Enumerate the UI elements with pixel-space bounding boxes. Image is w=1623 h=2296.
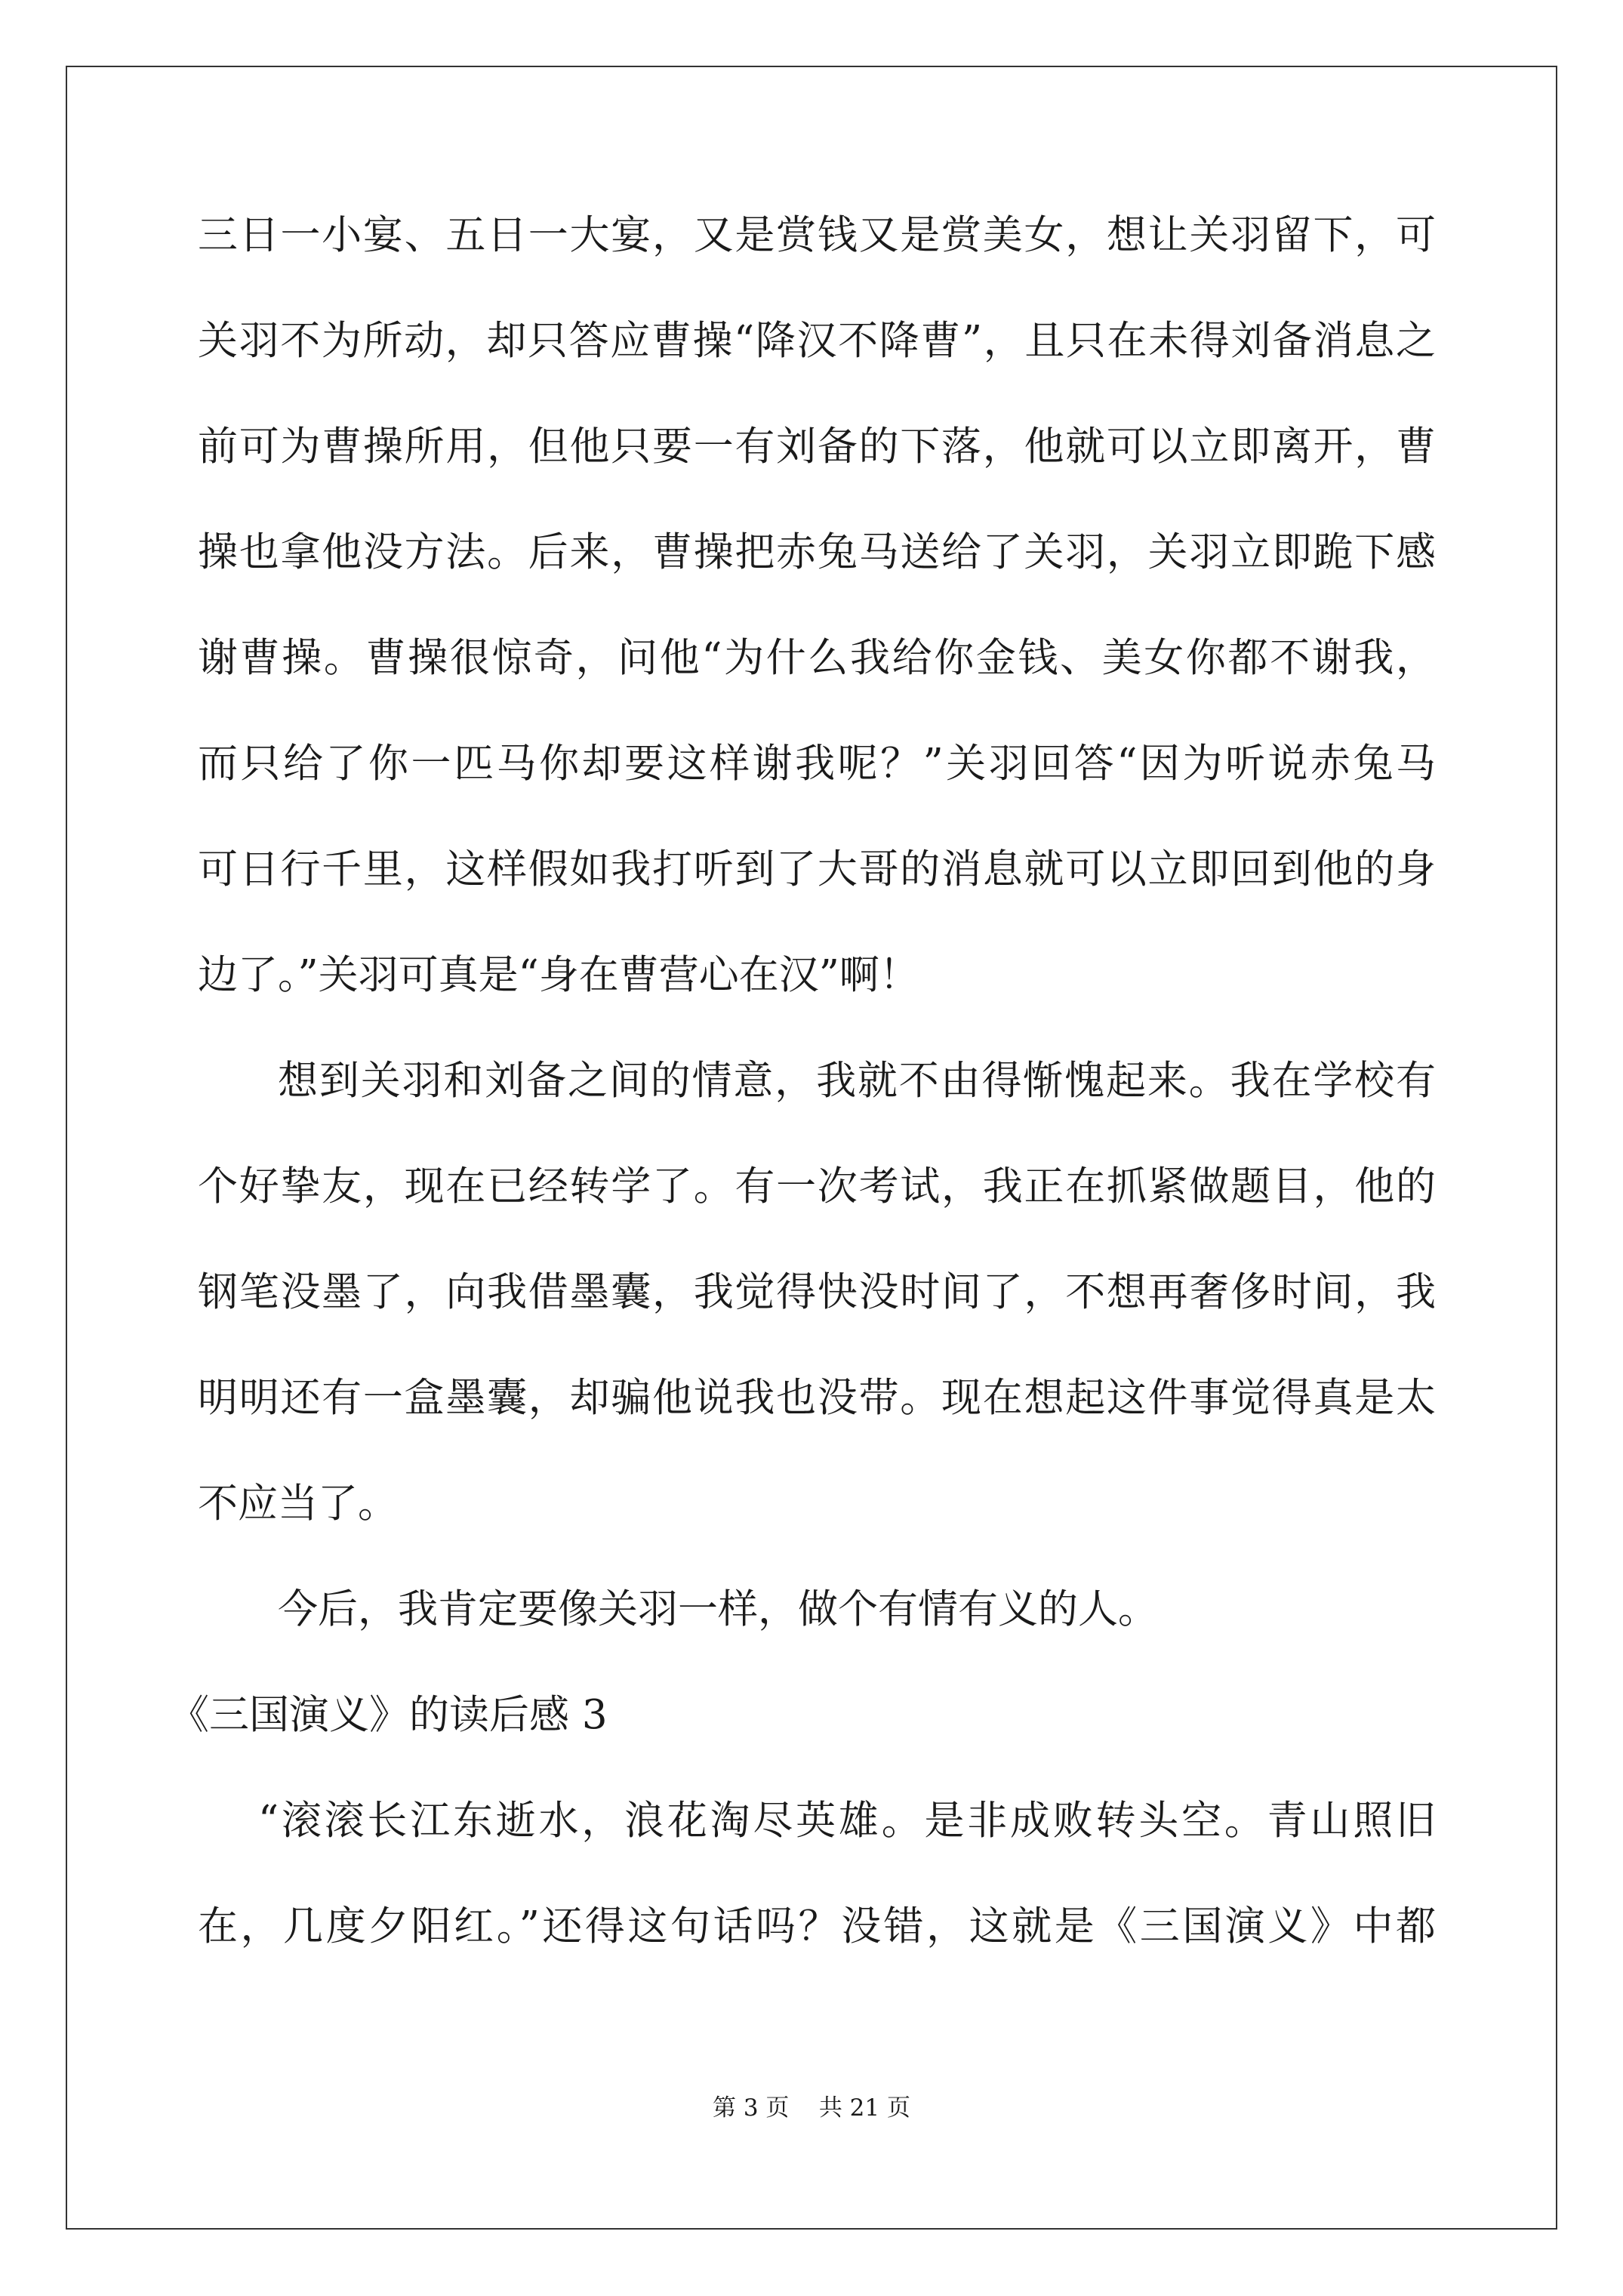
paragraph-line: 三日一小宴、五日一大宴，又是赏钱又是赏美女，想让关羽留下，可 <box>198 212 1436 258</box>
paragraph-line: 钢笔没墨了，向我借墨囊，我觉得快没时间了，不想再奢侈时间，我 <box>198 1269 1436 1315</box>
paragraph-line: 不应当了。 <box>198 1481 398 1527</box>
paragraph-line: 边了。”关羽可真是“身在曹营心在汉”啊！ <box>198 952 919 998</box>
paragraph-line: 前可为曹操所用，但他只要一有刘备的下落，他就可以立即离开，曹 <box>198 424 1436 470</box>
page-number-footer: 第 3 页 共 21 页 <box>712 2094 910 2122</box>
paragraph-line: 关羽不为所动，却只答应曹操“降汉不降曹”，且只在未得刘备消息之 <box>198 318 1436 364</box>
paragraph-line: 在，几度夕阳红。”还得这句话吗？没错，这就是《三国演义》中都 <box>198 1903 1436 1949</box>
section-heading: 《三国演义》的读后感 3 <box>169 1692 608 1738</box>
paragraph-line: 个好挚友，现在已经转学了。有一次考试，我正在抓紧做题目，他的 <box>198 1163 1436 1210</box>
paragraph-line: 谢曹操。曹操很惊奇，问他“为什么我给你金钱、美女你都不谢我， <box>198 635 1436 681</box>
paragraph-line: 操也拿他没方法。后来，曹操把赤兔马送给了关羽，关羽立即跪下感 <box>198 529 1436 575</box>
paragraph-line: “滚滚长江东逝水，浪花淘尽英雄。是非成败转头空。青山照旧 <box>258 1798 1436 1844</box>
paragraph-line: 而只给了你一匹马你却要这样谢我呢？”关羽回答“因为听说赤兔马 <box>198 741 1436 787</box>
paragraph-line: 今后，我肯定要像关羽一样，做个有情有义的人。 <box>278 1586 1158 1632</box>
paragraph-line: 想到关羽和刘备之间的情意，我就不由得惭愧起来。我在学校有 <box>278 1058 1436 1104</box>
paragraph-line: 明明还有一盒墨囊，却骗他说我也没带。现在想起这件事觉得真是太 <box>198 1375 1436 1421</box>
paragraph-line: 可日行千里，这样假如我打听到了大哥的消息就可以立即回到他的身 <box>198 846 1436 892</box>
